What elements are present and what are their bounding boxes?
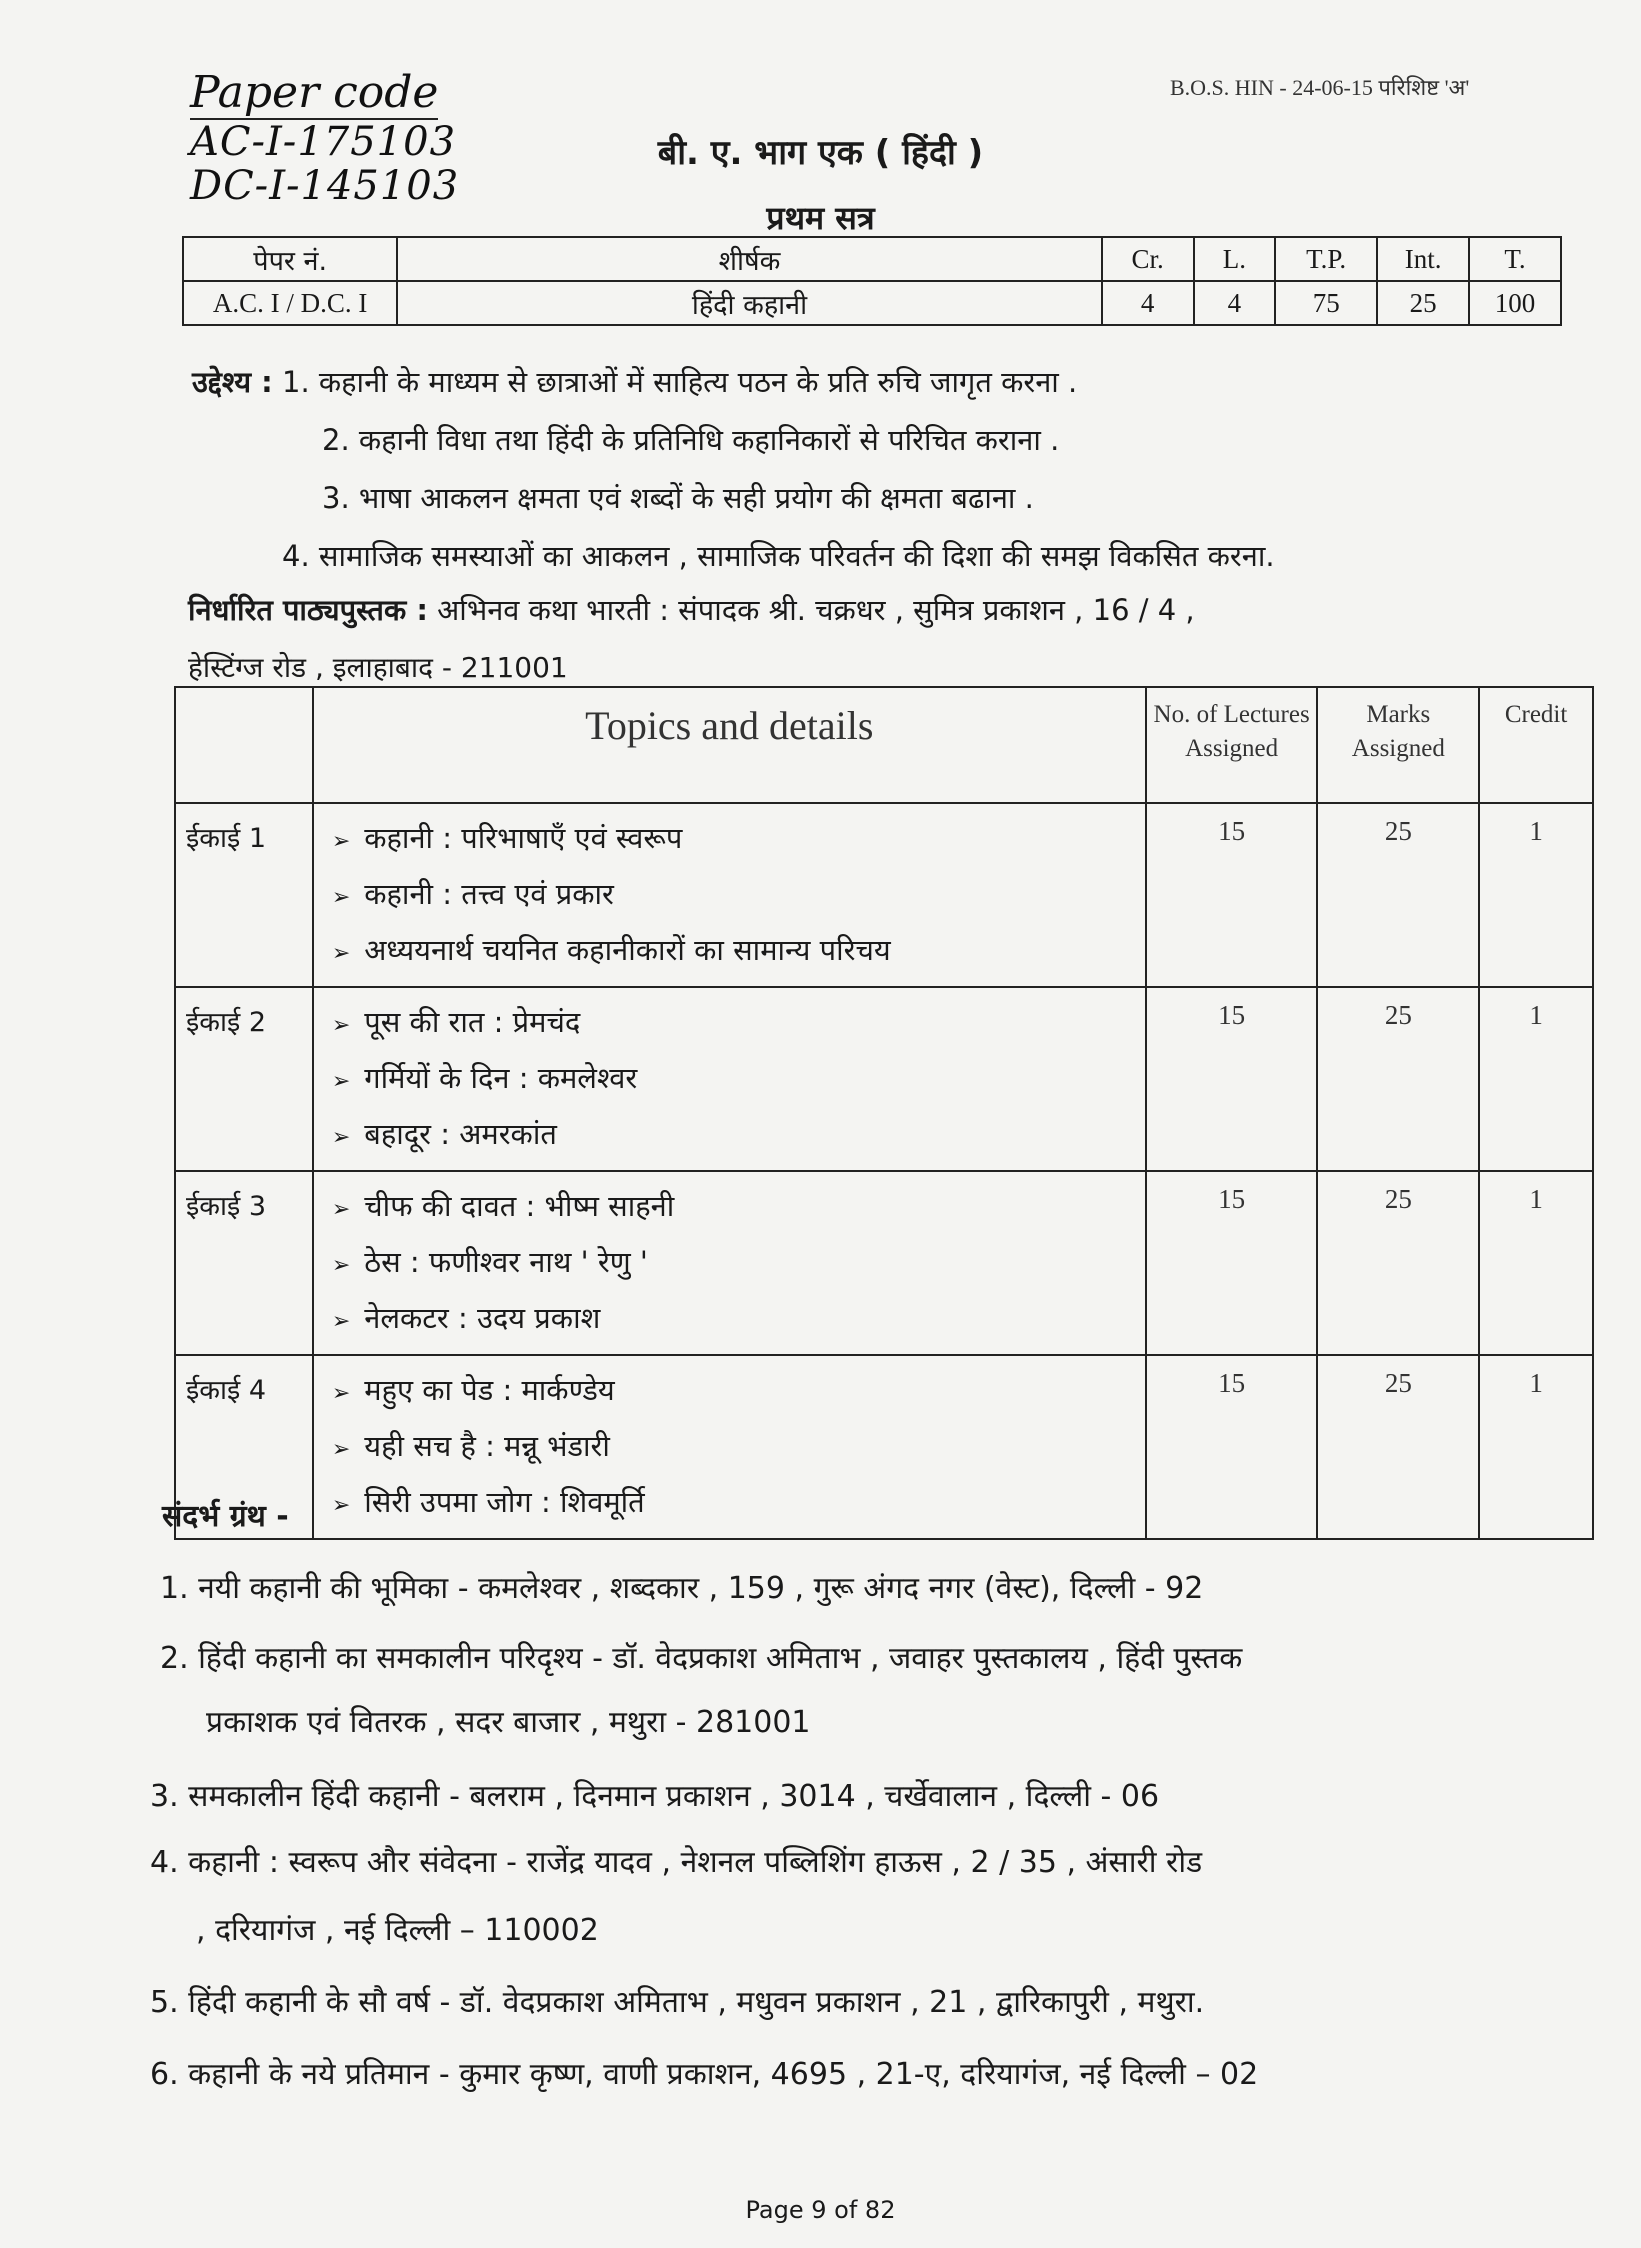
table-row [175, 1171, 1593, 1355]
topics-table [174, 686, 1594, 1540]
int-header: Int. [1377, 237, 1469, 281]
list-item: ➢ नेलकटर : उदय प्रकाश [331, 1301, 601, 1335]
marks-assigned-header: Marks Assigned [1317, 687, 1479, 803]
reference-item: 4. कहानी : स्वरूप और संवेदना - राजेंद्र यादव , नेशनल पब्लिशिंग हाऊस , 2 / 35 , अंसारी रोड [150, 1845, 1203, 1880]
arrow-bullet-icon: ➢ [331, 1197, 351, 1222]
table-row [175, 803, 1593, 987]
objective-item: 1. कहानी के माध्यम से छात्राओं में साहित्य पठन के प्रति रुचि जागृत करना . [282, 365, 1078, 399]
unit-topics [313, 803, 1146, 987]
paper-code-ac: AC-I-175103 [190, 119, 457, 165]
unit-label: ईकाई 3 [175, 1171, 313, 1355]
list-item: ➢ अध्ययनार्थ चयनित कहानीकारों का सामान्य परिचय [331, 933, 891, 967]
table-row [175, 1355, 1593, 1539]
arrow-bullet-icon: ➢ [331, 885, 351, 910]
objective-item: 2. कहानी विधा तथा हिंदी के प्रतिनिधि कहानिकारों से परिचित कराना . [322, 423, 1060, 457]
lectures-value: 15 [1146, 803, 1318, 987]
reference-item-continued: प्रकाशक एवं वितरक , सदर बाजार , मथुरा - 281001 [206, 1705, 811, 1740]
title-cell: हिंदी कहानी [397, 281, 1101, 325]
arrow-bullet-icon: ➢ [331, 1013, 351, 1038]
credit-value: 1 [1479, 1171, 1593, 1355]
lectures-value: 15 [1146, 1355, 1318, 1539]
total-cell: 100 [1469, 281, 1561, 325]
table-row [175, 987, 1593, 1171]
arrow-bullet-icon: ➢ [331, 1253, 351, 1278]
topics-header: Topics and details [313, 687, 1146, 803]
unit-label: ईकाई 2 [175, 987, 313, 1171]
credits-cell: 4 [1102, 281, 1194, 325]
textbook-address: हेस्टिंग्ज रोड , इलाहाबाद - 211001 [188, 651, 568, 684]
marks-value: 25 [1317, 803, 1479, 987]
objective-item: 4. सामाजिक समस्याओं का आकलन , सामाजिक परिवर्तन की दिशा की समझ विकसित करना. [282, 539, 1275, 573]
bos-reference: B.O.S. HIN - 24-06-15 परिशिष्ट 'अ' [1170, 75, 1470, 100]
tp-header: T.P. [1275, 237, 1377, 281]
credit-value: 1 [1479, 987, 1593, 1171]
unit-label: ईकाई 1 [175, 803, 313, 987]
list-item: ➢ कहानी : तत्त्व एवं प्रकार [331, 877, 614, 911]
objectives-label: उद्देश्य : [192, 365, 273, 399]
arrow-bullet-icon: ➢ [331, 1309, 351, 1334]
textbook-label: निर्धारित पाठ्यपुस्तक : [188, 593, 428, 627]
arrow-bullet-icon: ➢ [331, 941, 351, 966]
unit-header [175, 687, 313, 803]
list-item: ➢ चीफ की दावत : भीष्म साहनी [331, 1189, 675, 1223]
reference-item: 2. हिंदी कहानी का समकालीन परिदृश्य - डॉ. वेदप्रकाश अमिताभ , जवाहर पुस्तकालय , हिंदी पुस्तक [160, 1641, 1243, 1676]
marks-value: 25 [1317, 987, 1479, 1171]
lectures-value: 15 [1146, 987, 1318, 1171]
list-item: ➢ पूस की रात : प्रेमचंद [331, 1005, 581, 1039]
lectures-cell: 4 [1194, 281, 1276, 325]
marks-value: 25 [1317, 1355, 1479, 1539]
course-title: बी. ए. भाग एक ( हिंदी ) [657, 133, 984, 173]
list-item: ➢ यही सच है : मन्नू भंडारी [331, 1429, 610, 1463]
paper-table-row [183, 281, 1561, 325]
arrow-bullet-icon: ➢ [331, 1381, 351, 1406]
credit-value: 1 [1479, 1355, 1593, 1539]
lectures-assigned-header: No. of Lectures Assigned [1146, 687, 1318, 803]
credits-header: Cr. [1102, 237, 1194, 281]
marks-value: 25 [1317, 1171, 1479, 1355]
arrow-bullet-icon: ➢ [331, 829, 351, 854]
tp-cell: 75 [1275, 281, 1377, 325]
reference-item-continued: , दरियागंज , नई दिल्ली – 110002 [196, 1913, 599, 1948]
arrow-bullet-icon: ➢ [331, 1069, 351, 1094]
paper-no-cell: A.C. I / D.C. I [183, 281, 397, 325]
prescribed-textbook [188, 590, 1195, 629]
unit-topics [313, 1355, 1146, 1539]
references-title: संदर्भ ग्रंथ - [162, 1499, 289, 1534]
list-item: ➢ गर्मियों के दिन : कमलेश्वर [331, 1061, 638, 1095]
unit-topics [313, 1171, 1146, 1355]
semester-title: प्रथम सत्र [766, 199, 875, 237]
list-item: ➢ ठेस : फणीश्वर नाथ ' रेणु ' [331, 1245, 648, 1279]
credit-value: 1 [1479, 803, 1593, 987]
reference-item: 1. नयी कहानी की भूमिका - कमलेश्वर , शब्दकार , 159 , गुरू अंगद नगर (वेस्ट), दिल्ली - 92 [160, 1571, 1204, 1606]
arrow-bullet-icon: ➢ [331, 1493, 351, 1518]
reference-item: 5. हिंदी कहानी के सौ वर्ष - डॉ. वेदप्रकाश अमिताभ , मधुवन प्रकाशन , 21 , द्वारिकापुरी , मथुरा. [150, 1985, 1205, 2020]
paper-info-table [182, 236, 1562, 326]
page-number: Page 9 of 82 [745, 2196, 896, 2224]
unit-label: ईकाई 4 [175, 1355, 313, 1539]
objective-item: 3. भाषा आकलन क्षमता एवं शब्दों के सही प्रयोग की क्षमता बढाना . [322, 481, 1034, 515]
paper-code-title: Paper code [190, 67, 439, 118]
reference-item: 3. समकालीन हिंदी कहानी - बलराम , दिनमान प्रकाशन , 3014 , चर्खेवालान , दिल्ली - 06 [150, 1779, 1160, 1814]
textbook-text: अभिनव कथा भारती : संपादक श्री. चक्रधर , सुमित्र प्रकाशन , 16 / 4 , [437, 593, 1195, 627]
title-header: शीर्षक [397, 237, 1101, 281]
credit-header: Credit [1479, 687, 1593, 803]
total-header: T. [1469, 237, 1561, 281]
list-item: ➢ कहानी : परिभाषाएँ एवं स्वरूप [331, 821, 683, 855]
list-item: ➢ बहादूर : अमरकांत [331, 1117, 557, 1151]
topics-header-row [175, 687, 1593, 803]
reference-item: 6. कहानी के नये प्रतिमान - कुमार कृष्ण, वाणी प्रकाशन, 4695 , 21-ए, दरियागंज, नई दिल्ली – 02 [150, 2057, 1259, 2092]
int-cell: 25 [1377, 281, 1469, 325]
list-item: ➢ सिरी उपमा जोग : शिवमूर्ति [331, 1485, 645, 1519]
arrow-bullet-icon: ➢ [331, 1437, 351, 1462]
lectures-value: 15 [1146, 1171, 1318, 1355]
list-item: ➢ महुए का पेड : मार्कण्डेय [331, 1373, 615, 1407]
paper-no-header: पेपर नं. [183, 237, 397, 281]
paper-table-header-row [183, 237, 1561, 281]
lectures-header: L. [1194, 237, 1276, 281]
paper-code-dc: DC-I-145103 [190, 163, 460, 209]
unit-topics [313, 987, 1146, 1171]
arrow-bullet-icon: ➢ [331, 1125, 351, 1150]
